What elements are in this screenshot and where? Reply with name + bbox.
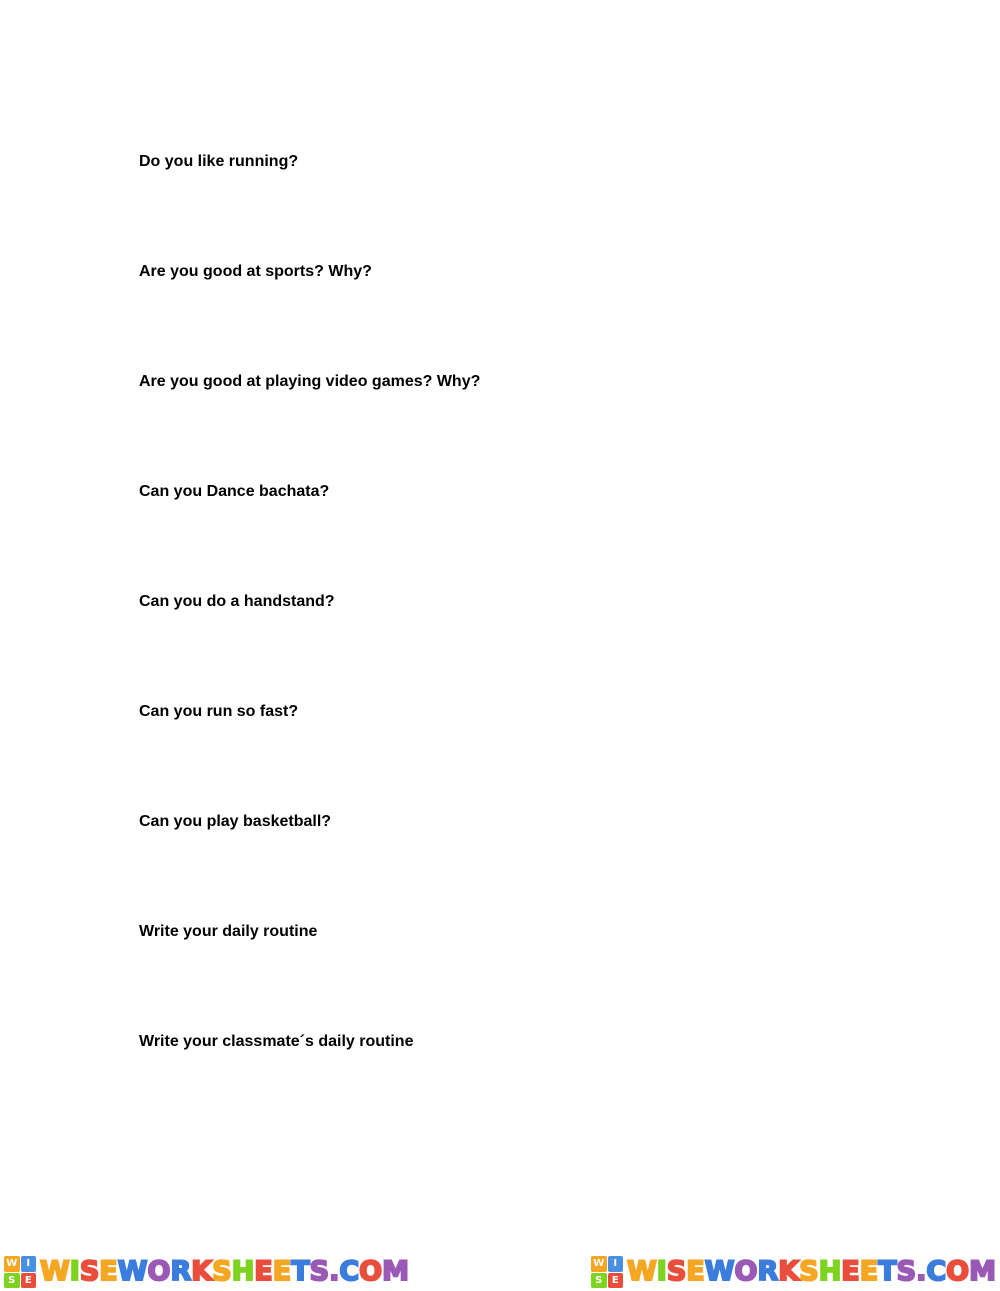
logo-square-letter: W [591, 1256, 607, 1272]
question-1: Do you like running? [139, 153, 299, 170]
logo-wordmark [40, 1255, 409, 1289]
logo-square-icon [591, 1256, 623, 1288]
logo-letter: E [859, 1256, 879, 1287]
logo-letter: H [818, 1256, 842, 1287]
logo-square-letter: S [591, 1273, 607, 1289]
question-5: Can you do a handstand? [139, 593, 335, 610]
logo-letter: O [946, 1256, 970, 1287]
logo-letter: E [272, 1256, 292, 1287]
logo-letter: R [170, 1256, 192, 1287]
logo-letter: E [686, 1256, 705, 1287]
logo-letter: T [878, 1256, 897, 1287]
logo-letter: H [231, 1256, 255, 1287]
logo-letter: I [656, 1256, 667, 1287]
logo-square-letter: I [608, 1256, 624, 1272]
logo-letter: E [841, 1256, 860, 1287]
question-7: Can you play basketball? [139, 813, 332, 830]
logo-letter: W [627, 1256, 657, 1287]
logo-square-icon [4, 1256, 36, 1288]
logo-letter: . [916, 1256, 927, 1287]
logo-letter: S [79, 1256, 100, 1287]
logo-square-letter: W [4, 1256, 20, 1272]
logo-letter: E [99, 1256, 118, 1287]
logo-wordmark [627, 1255, 996, 1289]
logo-letter: S [896, 1256, 917, 1287]
logo-letter: S [309, 1256, 330, 1287]
question-9: Write your classmate´s daily routine [139, 1033, 414, 1050]
logo-letter: K [778, 1256, 800, 1287]
logo-letter: C [339, 1256, 360, 1287]
question-4: Can you Dance bachata? [139, 483, 330, 500]
logo-square-letter: I [21, 1256, 37, 1272]
logo-letter: S [212, 1256, 232, 1287]
watermark-logo [4, 1255, 409, 1289]
logo-letter: . [329, 1256, 340, 1287]
logo-letter: T [291, 1256, 310, 1287]
logo-letter: S [799, 1256, 819, 1287]
watermark-footer [0, 1253, 1000, 1291]
logo-letter: W [704, 1256, 735, 1287]
logo-letter: M [382, 1256, 409, 1287]
question-2: Are you good at sports? Why? [139, 263, 372, 280]
logo-letter: M [969, 1256, 996, 1287]
question-6: Can you run so fast? [139, 703, 299, 720]
logo-letter: S [666, 1256, 687, 1287]
logo-square-letter: E [608, 1273, 624, 1289]
logo-letter: W [40, 1256, 70, 1287]
logo-letter: O [734, 1256, 758, 1287]
logo-square-letter: S [4, 1273, 20, 1289]
logo-letter: O [359, 1256, 383, 1287]
watermark-logo [591, 1255, 996, 1289]
logo-letter: K [191, 1256, 213, 1287]
logo-letter: C [926, 1256, 947, 1287]
question-3: Are you good at playing video games? Why? [139, 373, 481, 390]
logo-letter: E [254, 1256, 273, 1287]
logo-letter: O [147, 1256, 171, 1287]
logo-square-letter: E [21, 1273, 37, 1289]
logo-letter: W [117, 1256, 148, 1287]
logo-letter: I [69, 1256, 80, 1287]
question-8: Write your daily routine [139, 923, 318, 940]
logo-letter: R [757, 1256, 779, 1287]
